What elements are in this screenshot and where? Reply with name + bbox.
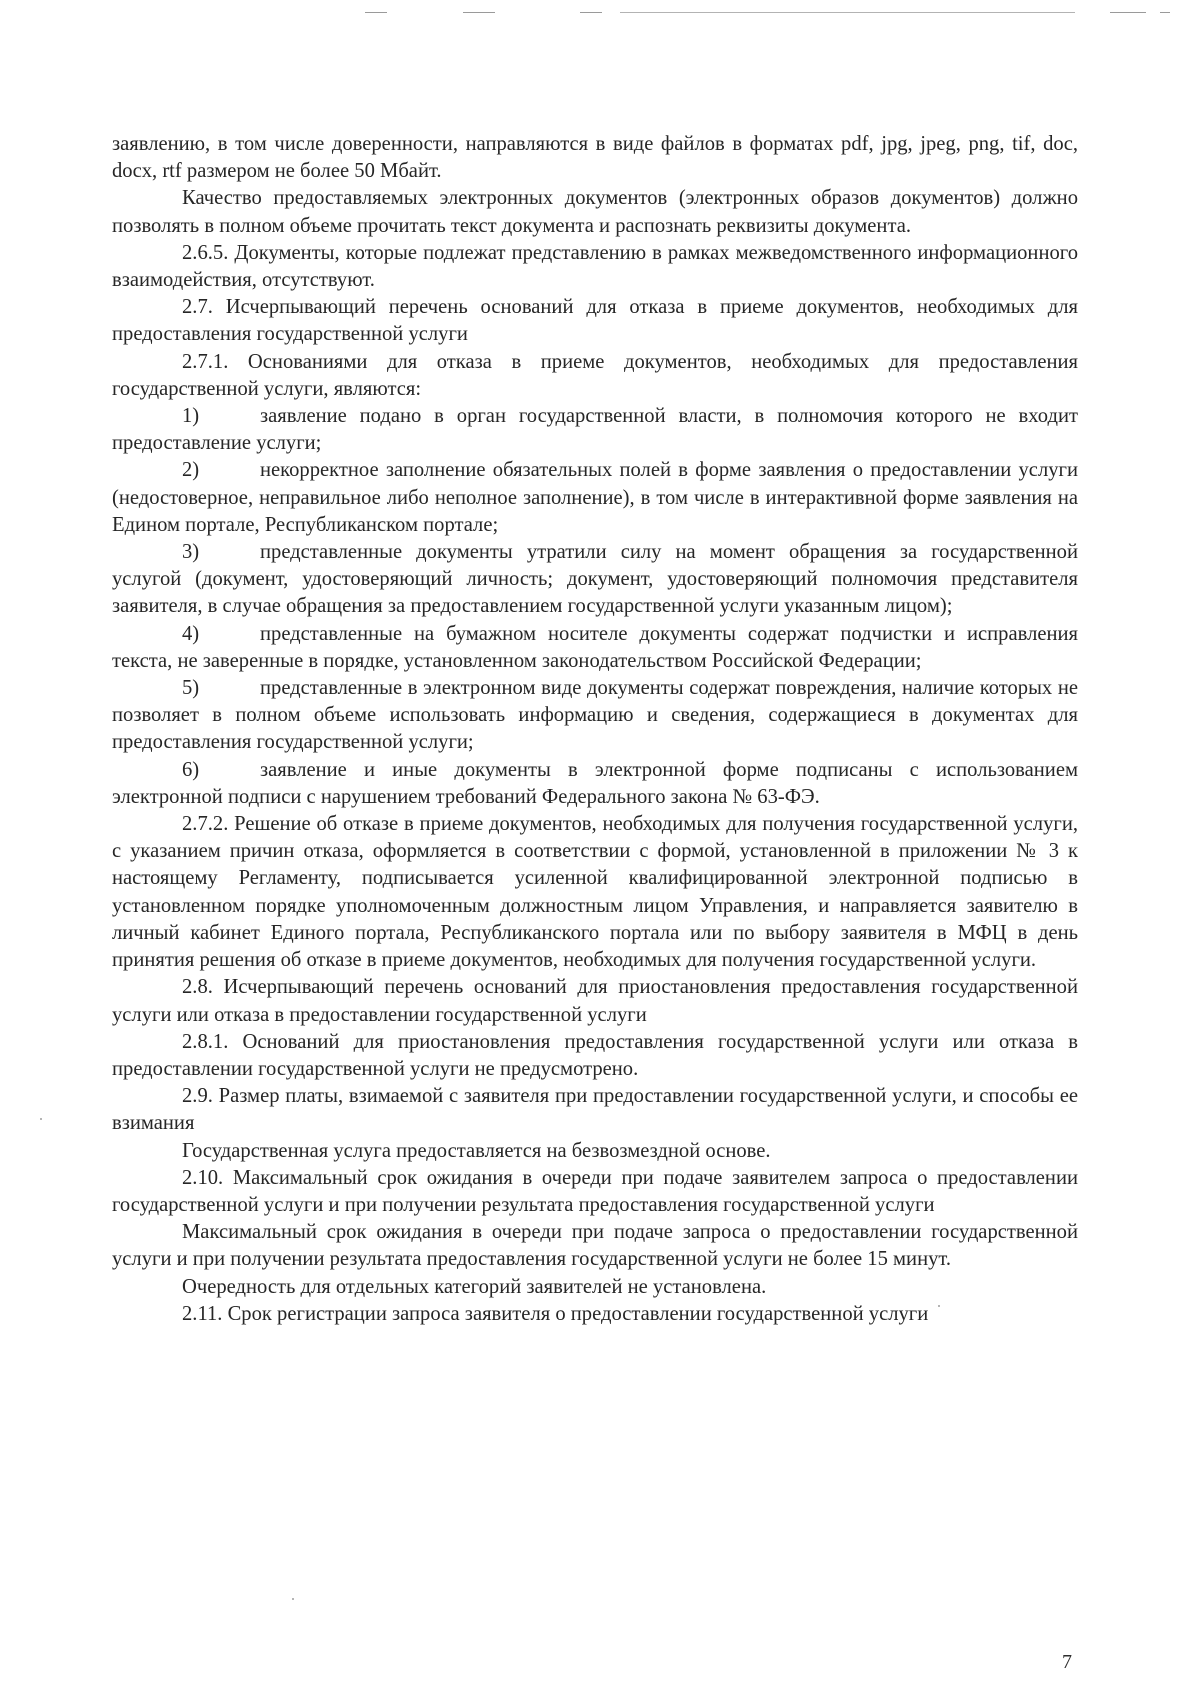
scan-edge-line xyxy=(463,12,495,13)
paragraph-2-7-1: 2.7.1. Основаниями для отказа в приеме документов, необходимых для предоставления государственной услуги, являются: xyxy=(112,350,1078,400)
list-item xyxy=(112,539,1078,621)
list-item xyxy=(112,621,1078,675)
heading-2-9: 2.9. Размер платы, взимаемой с заявителя при предоставлении государственной услуги, и способы ее взимания xyxy=(112,1085,1078,1135)
paragraph-2-7-2: 2.7.2. Решение об отказе в приеме документов, необходимых для получения государственной услуги, с указанием причин отказа, оформляется в соответствии с формой, установленной в приложении № 3 к настоящему Регламенту, подписывается усиленной квалифицированной электронной подписью в установленном порядке уполномоченным должностным лицом Управления, и направляется заявителю в личный кабинет Единого портала, Республиканского портала или по выбору заявителя в МФЦ в день принятия решения об отказе в приеме документов, необходимых для получения государственной услуги. xyxy=(112,813,1078,972)
list-item-number: 2) xyxy=(182,459,200,482)
paragraph: Качество предоставляемых электронных документов (электронных образов документов) должно позволять в полном объеме прочитать текст документа и распознать реквизиты документа. xyxy=(112,187,1078,237)
list-item xyxy=(112,403,1078,457)
scan-edge-line xyxy=(365,12,387,13)
list-item-text: заявление и иные документы в электронной форме подписаны с использованием электронной подписи с нарушением требований Федерального закона № 63-ФЭ. xyxy=(112,758,1078,808)
list-item xyxy=(112,457,1078,539)
paragraph: Максимальный срок ожидания в очереди при подаче запроса о предоставлении государственной услуги и при получении результата предоставления государственной услуги не более 15 минут. xyxy=(112,1221,1078,1271)
scan-speck xyxy=(292,1598,294,1600)
list-item xyxy=(112,675,1078,757)
scan-edge-line xyxy=(620,12,1075,13)
list-item-text: представленные документы утратили силу на момент обращения за государственной услугой (документ, удостоверяющий личность; документ, удостоверяющий полномочия представителя заявителя, в случае обращения за предоставлением государственной услуги указанным лицом); xyxy=(112,541,1078,618)
page-number: 7 xyxy=(1062,1651,1072,1673)
heading-2-10: 2.10. Максимальный срок ожидания в очереди при подаче заявителем запроса о предоставлении государственной услуги и при получении результата предоставления государственной услуги xyxy=(112,1166,1078,1216)
list-item-number: 4) xyxy=(182,622,200,645)
list-item-text: заявление подано в орган государственной власти, в полномочия которого не входит предоставление услуги; xyxy=(112,405,1078,455)
list-item-number: 6) xyxy=(182,758,200,781)
list-item-number: 1) xyxy=(182,405,200,428)
paragraph: Очередность для отдельных категорий заявителей не установлена. xyxy=(182,1275,767,1298)
scan-edge-line xyxy=(1110,12,1146,13)
list-item-number: 5) xyxy=(182,677,200,700)
paragraph-continuation: заявлению, в том числе доверенности, направляются в виде файлов в форматах pdf, jpg, jpeg, png, tif, doc, docx, rtf размером не более 50 Мбайт. xyxy=(112,133,1078,183)
paragraph: Государственная услуга предоставляется на безвозмездной основе. xyxy=(182,1139,771,1162)
scan-edge-line xyxy=(1160,12,1170,13)
heading-2-8: 2.8. Исчерпывающий перечень оснований для приостановления предоставления государственной услуги или отказа в предоставлении государственной услуги xyxy=(112,976,1078,1026)
list-item-text: представленные в электронном виде документы содержат повреждения, наличие которых не позволяет в полном объеме использовать информацию и сведения, содержащиеся в документах для предоставления государственной услуги; xyxy=(112,677,1078,754)
list-item-number: 3) xyxy=(182,541,200,564)
heading-2-7: 2.7. Исчерпывающий перечень оснований для отказа в приеме документов, необходимых для предоставления государственной услуги xyxy=(112,296,1078,346)
list-item xyxy=(112,757,1078,811)
list-item-text: некорректное заполнение обязательных полей в форме заявления о предоставлении услуги (недостоверное, неправильное либо неполное заполнение), в том числе в интерактивной форме заявления на Едином портале, Республиканском портале; xyxy=(112,459,1078,536)
paragraph-2-6-5: 2.6.5. Документы, которые подлежат представлению в рамках межведомственного информационного взаимодействия, отсутствуют. xyxy=(112,241,1078,292)
scan-speck xyxy=(40,1118,42,1120)
list-item-text: представленные на бумажном носителе документы содержат подчистки и исправления текста, не заверенные в порядке, установленном законодательством Российской Федерации; xyxy=(112,622,1078,672)
paragraph-2-8-1: 2.8.1. Оснований для приостановления предоставления государственной услуги или отказа в предоставлении государственной услуги не предусмотрено. xyxy=(112,1030,1078,1080)
scan-edge-line xyxy=(580,12,602,13)
heading-2-11: 2.11. Срок регистрации запроса заявителя о предоставлении государственной услуги xyxy=(182,1302,929,1325)
document-body xyxy=(112,131,1078,1328)
